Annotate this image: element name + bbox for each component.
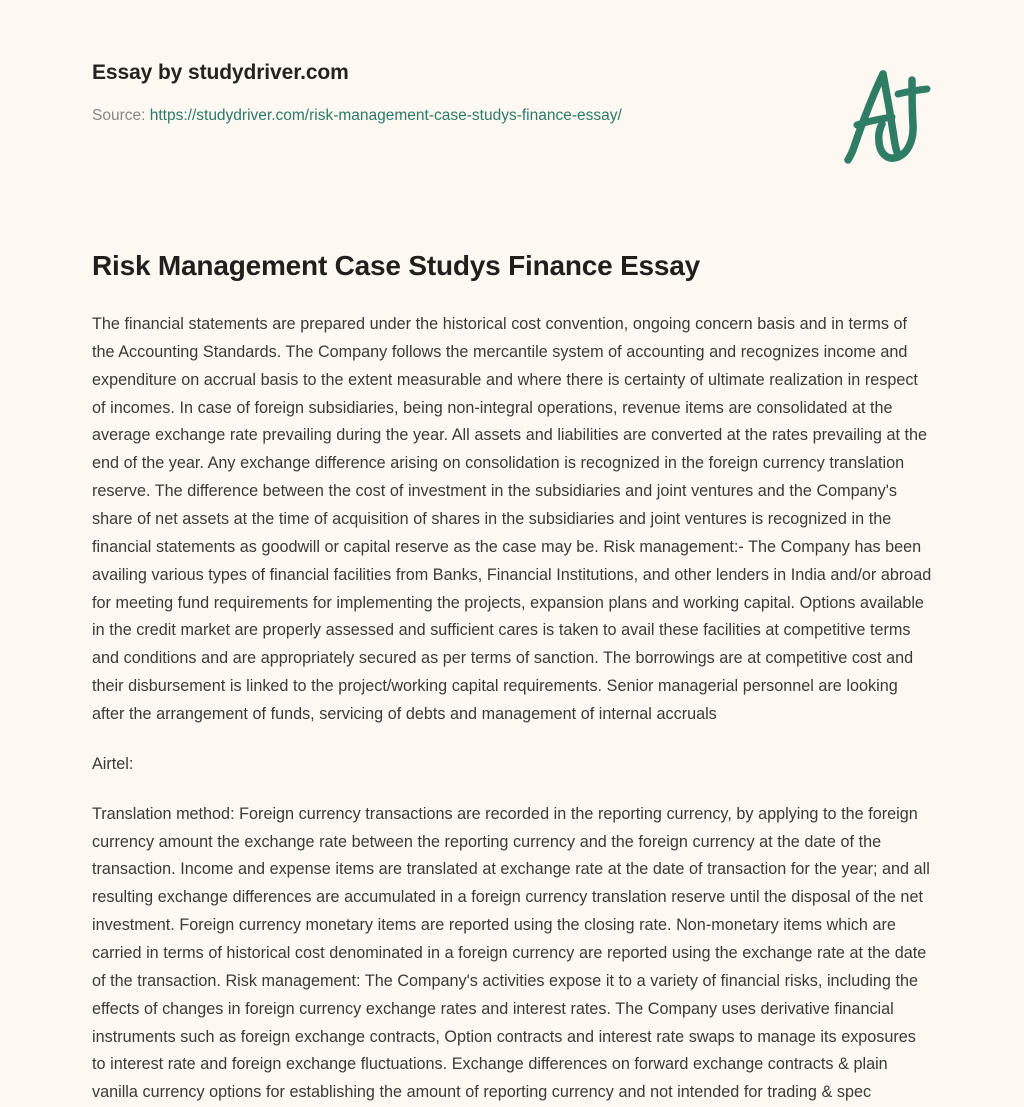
paragraph-airtel-heading: Airtel:: [92, 754, 134, 773]
source-label: Source:: [92, 107, 146, 125]
studydriver-logo: [826, 58, 946, 178]
article-body: [92, 311, 932, 1107]
source-url-link[interactable]: https://studydriver.com/risk-management-case-studys-finance-essay/: [149, 107, 622, 125]
paragraph-airtel-translation: Translation method: Foreign currency transactions are recorded in the reporting currency, by applying to the foreign currency amount the exchange rate between the reporting currency and the foreign currency at the date of the transaction. Income and expense items are translated at exchange rate at the date of transaction for the year; and all resulting exchange differences are accumulated in a foreign currency translation reserve until the disposal of the net investment. Foreign currency monetary items are reported using the closing rate. Non-monetary items which are carried in terms of historical cost denominated in a foreign currency are reported using the exchange rate at the date of the transaction. Risk management: The Company's activities expose it to a variety of financial risks, including the effects of changes in foreign currency exchange rates and interest rates. The Company uses derivative financial instruments such as foreign exchange contracts, Option contracts and interest rate swaps to manage its exposures to interest rate and foreign exchange fluctuations. Exchange differences on forward exchange contracts & plain vanilla currency options for establishing the amount of reporting currency and not intended for trading & spec: [92, 804, 930, 1102]
a-plus-icon: [826, 58, 946, 178]
page-title: Risk Management Case Studys Finance Essay: [92, 250, 701, 281]
paragraph-accounting-policies: The financial statements are prepared under the historical cost convention, ongoing concern basis and in terms of the Accounting Standards. The Company follows the mercantile system of accounting and recognizes income and expenditure on accrual basis to the extent measurable and where there is certainty of ultimate realization in respect of incomes. In case of foreign subsidiaries, being non-integral operations, revenue items are consolidated at the average exchange rate prevailing during the year. All assets and liabilities are converted at the rates prevailing at the end of the year. Any exchange difference arising on consolidation is recognized in the foreign currency translation reserve. The difference between the cost of investment in the subsidiaries and joint ventures and the Company's share of net assets at the time of acquisition of shares in the subsidiaries and joint ventures is recognized in the financial statements as goodwill or capital reserve as the case may be. Risk management:- The Company has been availing various types of financial facilities from Banks, Financial Institutions, and other lenders in India and/or abroad for meeting fund requirements for implementing the projects, expansion plans and working capital. Options available in the credit market are properly assessed and sufficient cares is taken to avail these facilities at competitive terms and conditions and are appropriately secured as per terms of sanction. The borrowings are at competitive cost and their disbursement is linked to the project/working capital requirements. Senior managerial personnel are looking after the arrangement of funds, servicing of debts and management of internal accruals: [92, 315, 932, 724]
article: [92, 248, 932, 1107]
brand-title: Essay by studydriver.com: [92, 61, 349, 84]
